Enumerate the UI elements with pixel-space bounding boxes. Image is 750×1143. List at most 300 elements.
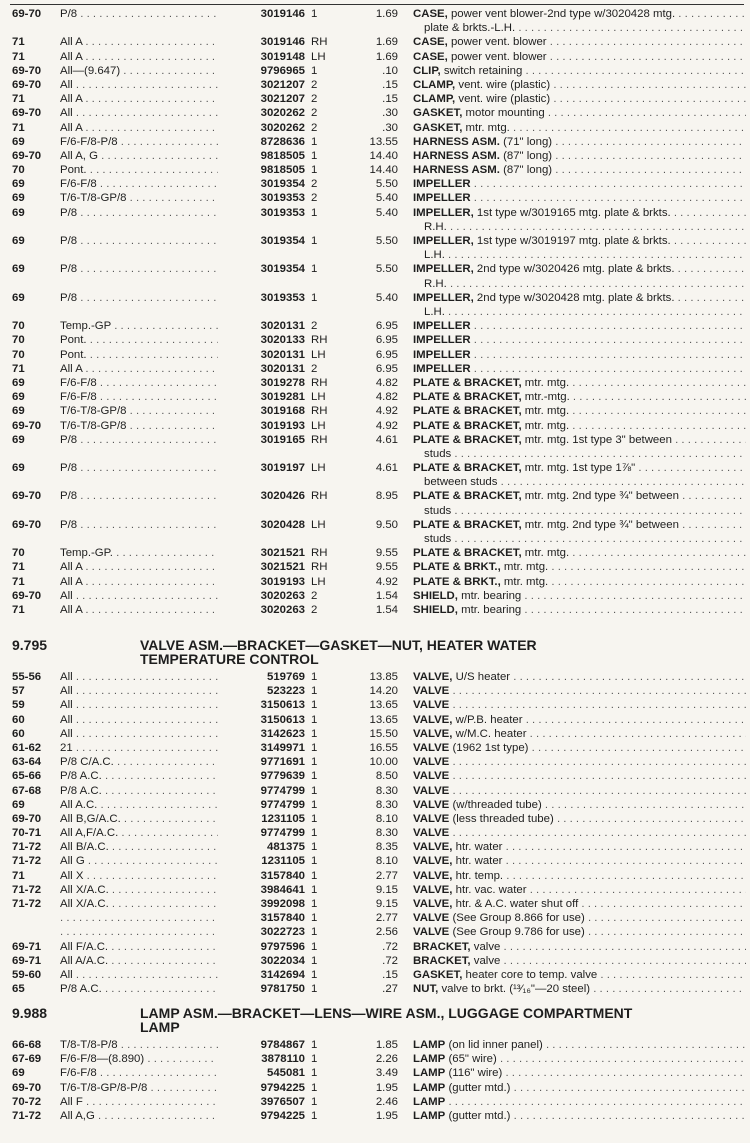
model-applicability: T/6-T/8-GP/8-P/8 . . . <box>60 1081 224 1095</box>
part-description <box>413 883 746 897</box>
price: .15 <box>382 93 398 106</box>
description-line <box>413 106 746 120</box>
part-name: SHIELD, <box>413 604 458 617</box>
price: 16.55 <box>369 741 398 754</box>
year-range: 71-72 <box>12 1109 42 1122</box>
part-name: HARNESS ASM. <box>413 135 500 148</box>
part-name: LAMP <box>413 1081 446 1094</box>
part-name: VALVE <box>413 926 450 939</box>
part-row <box>12 713 746 727</box>
quantity: 1 <box>311 235 318 248</box>
price: .72 <box>382 954 398 967</box>
part-row <box>12 925 746 939</box>
quantity: 1 <box>311 1039 318 1051</box>
model-applicability: All A/A.C. . . . <box>60 954 224 968</box>
part-description <box>413 191 746 205</box>
part-row <box>12 727 746 741</box>
description-line <box>413 92 746 106</box>
part-row <box>12 376 746 390</box>
description-line <box>413 404 746 418</box>
part-name: VALVE <box>413 812 450 825</box>
part-detail: mtr. mtg. 1st type 3" between <box>521 433 672 446</box>
part-detail: (See Group 9.786 for use) <box>449 926 585 939</box>
quantity: 1 <box>311 983 318 996</box>
description-continuation: R.H. . . . <box>413 220 746 234</box>
part-number: 3019168 <box>218 404 305 418</box>
part-name: IMPELLER <box>413 362 471 375</box>
part-description <box>413 50 746 64</box>
part-name: VALVE <box>413 827 450 840</box>
part-detail: w/M.C. heater <box>452 727 527 740</box>
part-name: PLATE & BRACKET, <box>413 547 522 560</box>
part-number: 3021207 <box>218 92 305 106</box>
model-applicability: F/6-F/8 . . . <box>60 376 224 390</box>
price: 2.46 <box>375 1095 398 1108</box>
year-range: 69-70 <box>12 812 42 825</box>
part-number: 3992098 <box>218 897 305 911</box>
year-range: 60 <box>12 713 25 726</box>
description-continuation: studs . . . <box>413 447 746 461</box>
part-number: 3019354 <box>218 177 305 191</box>
price: 5.40 <box>375 192 398 205</box>
description-line <box>413 419 746 433</box>
part-name: VALVE <box>413 798 450 811</box>
model-applicability: All A, G . . . <box>60 149 224 163</box>
part-description <box>413 362 746 376</box>
part-description <box>413 812 746 826</box>
part-row <box>12 291 746 319</box>
year-range: 69 <box>12 798 25 811</box>
model-applicability: T/6-T/8-GP/8 . . . <box>60 404 224 418</box>
part-detail: (gutter mtd.) <box>445 1109 511 1122</box>
part-detail: htr. temp. <box>452 869 504 882</box>
part-number: 3019197 <box>218 461 305 475</box>
quantity: LH <box>311 50 326 63</box>
quantity: LH <box>311 462 326 475</box>
description-line <box>413 234 746 248</box>
description-line <box>413 489 746 503</box>
price: 1.85 <box>375 1039 398 1051</box>
part-row <box>12 35 746 49</box>
price: 14.40 <box>369 149 398 162</box>
part-description <box>413 333 746 347</box>
year-range: 55-56 <box>12 671 42 683</box>
quantity: 1 <box>311 812 318 825</box>
group-header-9988 <box>12 1006 746 1036</box>
description-line <box>413 812 746 826</box>
part-row <box>12 560 746 574</box>
part-name: VALVE, <box>413 855 453 868</box>
description-line <box>413 727 746 741</box>
part-row <box>12 390 746 404</box>
part-description <box>413 698 746 712</box>
model-applicability: T/8-T/8-P/8 . . . <box>60 1038 224 1052</box>
price: 9.15 <box>375 883 398 896</box>
part-name: IMPELLER, <box>413 291 474 304</box>
part-detail: (gutter mtd.) <box>445 1081 511 1094</box>
part-number: 3019281 <box>218 390 305 404</box>
part-detail: (w/threaded tube) <box>449 798 542 811</box>
part-number: 3020133 <box>218 333 305 347</box>
group-title: LAMP ASM.—BRACKET—LENS—WIRE ASM., LUGGAGE COMPARTMENT LAMP <box>140 1005 633 1035</box>
model-applicability: F/6-F/8-P/8 . . . <box>60 135 224 149</box>
year-range: 71 <box>12 561 25 574</box>
model-applicability: All A . . . <box>60 50 224 64</box>
description-line <box>413 461 746 475</box>
price: 10.00 <box>369 756 398 769</box>
parts-list-9988 <box>12 1038 746 1123</box>
model-applicability: F/6-F/8 . . . <box>60 1066 224 1080</box>
quantity: 1 <box>311 926 318 939</box>
description-line <box>413 50 746 64</box>
quantity: 2 <box>311 192 318 205</box>
price: 5.50 <box>375 235 398 248</box>
quantity: RH <box>311 36 328 49</box>
part-name: IMPELLER, <box>413 206 474 219</box>
description-line <box>413 433 746 447</box>
year-range: 69 <box>12 291 25 304</box>
part-row <box>12 362 746 376</box>
part-row <box>12 603 746 617</box>
part-row <box>12 191 746 205</box>
part-row <box>12 319 746 333</box>
description-line <box>413 362 746 376</box>
model-applicability: All A . . . <box>60 121 224 135</box>
year-range: 71 <box>12 604 25 617</box>
part-detail: (less threaded tube) <box>449 812 554 825</box>
description-line <box>413 191 746 205</box>
price: 9.55 <box>375 547 398 560</box>
part-detail: (87" long) <box>499 164 553 177</box>
year-range: 69-70 <box>12 107 42 120</box>
part-row <box>12 121 746 135</box>
part-detail: switch retaining <box>440 64 523 77</box>
model-applicability: All A.C. . . . <box>60 798 224 812</box>
part-row <box>12 234 746 262</box>
price: 9.15 <box>375 898 398 910</box>
model-applicability: F/6-F/8 . . . <box>60 177 224 191</box>
part-number: 3022034 <box>218 954 305 968</box>
part-detail: power vent blower-2nd type w/3020428 mtg. <box>447 8 676 20</box>
part-name: IMPELLER <box>413 334 471 347</box>
part-number: 3020428 <box>218 518 305 532</box>
part-detail: (on lid inner panel) <box>445 1039 543 1051</box>
part-number: 3020262 <box>218 106 305 120</box>
part-name: CASE, <box>413 50 448 63</box>
year-range: 67-68 <box>12 784 42 797</box>
year-range: 69 <box>12 235 25 248</box>
description-continuation: L.H. . . . <box>413 248 746 262</box>
price: 1.95 <box>375 1109 398 1122</box>
part-detail: mtr. mtg. <box>521 376 570 389</box>
year-range: 69 <box>12 206 25 219</box>
part-description <box>413 262 746 290</box>
quantity: 1 <box>311 883 318 896</box>
part-row <box>12 769 746 783</box>
description-line <box>413 854 746 868</box>
price: 6.95 <box>375 320 398 333</box>
part-description <box>413 560 746 574</box>
part-row <box>12 589 746 603</box>
year-range: 70 <box>12 547 25 560</box>
part-description <box>413 769 746 783</box>
part-name: IMPELLER <box>413 192 471 205</box>
year-range: 69 <box>12 192 25 205</box>
price: 8.35 <box>375 841 398 854</box>
year-range: 70 <box>12 320 25 333</box>
model-applicability: P/8 C/A.C. . . . <box>60 755 224 769</box>
part-detail: (See Group 8.866 for use) <box>449 912 585 925</box>
price: 8.10 <box>375 812 398 825</box>
model-applicability: P/8 A.C. . . . <box>60 784 224 798</box>
quantity: LH <box>311 391 326 404</box>
part-detail: power vent. blower <box>447 50 547 63</box>
part-detail: mtr. mtg. 2nd type ¾" between <box>521 490 679 503</box>
part-number: 3984641 <box>218 883 305 897</box>
part-description <box>413 64 746 78</box>
model-applicability <box>60 925 224 939</box>
model-applicability: All . . . <box>60 727 224 741</box>
part-name: VALVE <box>413 912 450 925</box>
part-row <box>12 348 746 362</box>
part-description <box>413 755 746 769</box>
part-detail: 2nd type w/3020428 mtg. plate & brkts. <box>473 291 675 304</box>
part-row <box>12 333 746 347</box>
part-description <box>413 376 746 390</box>
model-applicability: P/8 . . . <box>60 291 224 305</box>
model-applicability: All A . . . <box>60 92 224 106</box>
price: 4.92 <box>375 575 398 588</box>
part-name: BRACKET, <box>413 940 471 953</box>
part-number: 9781750 <box>218 982 305 996</box>
part-name: PLATE & BRKT., <box>413 575 501 588</box>
part-number: 3142623 <box>218 727 305 741</box>
quantity: 2 <box>311 178 318 191</box>
part-number: 3020131 <box>218 348 305 362</box>
part-name: BRACKET, <box>413 954 471 967</box>
description-line <box>413 670 746 684</box>
description-line <box>413 968 746 982</box>
part-description <box>413 489 746 517</box>
part-description <box>413 206 746 234</box>
quantity: 1 <box>311 291 318 304</box>
description-line <box>413 64 746 78</box>
part-row <box>12 684 746 698</box>
price: 4.82 <box>375 376 398 389</box>
part-number: 3976507 <box>218 1095 305 1109</box>
year-range: 71 <box>12 50 25 63</box>
part-description <box>413 840 746 854</box>
description-line <box>413 121 746 135</box>
quantity: RH <box>311 405 328 418</box>
part-row <box>12 92 746 106</box>
part-description <box>413 603 746 617</box>
part-number: 9779639 <box>218 769 305 783</box>
part-name: LAMP <box>413 1039 446 1051</box>
part-name: VALVE <box>413 784 450 797</box>
price: 13.65 <box>369 699 398 712</box>
part-name: VALVE, <box>413 713 453 726</box>
model-applicability: All . . . <box>60 713 224 727</box>
quantity: 1 <box>311 206 318 219</box>
part-number: 9797596 <box>218 940 305 954</box>
quantity: RH <box>311 334 328 347</box>
part-detail: (87" long) <box>499 149 553 162</box>
part-row <box>12 50 746 64</box>
part-detail: htr. water <box>452 841 503 854</box>
quantity: 1 <box>311 954 318 967</box>
description-line <box>413 1038 746 1052</box>
year-range: 71 <box>12 362 25 375</box>
year-range: 66-68 <box>12 1039 42 1051</box>
price: 4.61 <box>375 433 398 446</box>
price: 2.77 <box>375 912 398 925</box>
model-applicability: All . . . <box>60 684 224 698</box>
quantity: 2 <box>311 320 318 333</box>
year-range: 71 <box>12 93 25 106</box>
part-description <box>413 670 746 684</box>
part-number: 9774799 <box>218 798 305 812</box>
part-row <box>12 433 746 461</box>
year-range: 69 <box>12 135 25 148</box>
model-applicability: F/6-F/8—(8.890) . . . <box>60 1052 224 1066</box>
part-name: CLAMP, <box>413 78 456 91</box>
part-row <box>12 135 746 149</box>
part-detail: mtr.-mtg. <box>521 391 570 404</box>
price: 13.65 <box>369 713 398 726</box>
year-range: 69-70 <box>12 518 42 531</box>
description-line <box>413 897 746 911</box>
part-description <box>413 589 746 603</box>
description-line <box>413 135 746 149</box>
quantity: 1 <box>311 798 318 811</box>
quantity: 2 <box>311 589 318 602</box>
part-name: IMPELLER, <box>413 235 474 248</box>
quantity: 1 <box>311 827 318 840</box>
model-applicability: All A . . . <box>60 560 224 574</box>
part-description <box>413 968 746 982</box>
quantity: LH <box>311 518 326 531</box>
quantity: 1 <box>311 784 318 797</box>
part-description <box>413 954 746 968</box>
year-range: 69 <box>12 391 25 404</box>
description-line <box>413 1095 746 1109</box>
price: 5.40 <box>375 206 398 219</box>
model-applicability: All F . . . <box>60 1095 224 1109</box>
model-applicability: All A,G . . . <box>60 1109 224 1123</box>
part-row <box>12 812 746 826</box>
part-name: PLATE & BRACKET, <box>413 518 522 531</box>
part-description <box>413 940 746 954</box>
part-description <box>413 826 746 840</box>
part-number: 3878110 <box>218 1052 305 1066</box>
part-name: VALVE, <box>413 671 453 683</box>
model-applicability: P/8 A.C. . . . <box>60 982 224 996</box>
description-line <box>413 575 746 589</box>
part-number: 3019146 <box>218 35 305 49</box>
price: 2.77 <box>375 869 398 882</box>
part-row <box>12 911 746 925</box>
quantity: 2 <box>311 362 318 375</box>
part-name: LAMP <box>413 1067 446 1080</box>
model-applicability: P/8 . . . <box>60 433 224 447</box>
part-number: 3022723 <box>218 925 305 939</box>
year-range: 69 <box>12 376 25 389</box>
part-number: 3019148 <box>218 50 305 64</box>
description-line <box>413 1081 746 1095</box>
part-name: LAMP <box>413 1109 446 1122</box>
model-applicability: Temp.-GP. . . . <box>60 546 224 560</box>
model-applicability: P/8 A.C. . . . <box>60 769 224 783</box>
part-name: VALVE <box>413 741 450 754</box>
part-number: 519769 <box>218 670 305 684</box>
quantity: LH <box>311 348 326 361</box>
model-applicability: Pont. . . . <box>60 163 224 177</box>
quantity: 1 <box>311 1053 318 1066</box>
description-line <box>413 177 746 191</box>
part-name: PLATE & BRACKET, <box>413 419 522 432</box>
part-description <box>413 784 746 798</box>
part-description <box>413 177 746 191</box>
price: 8.30 <box>375 798 398 811</box>
part-name: VALVE <box>413 770 450 783</box>
part-number: 1231105 <box>218 812 305 826</box>
quantity: RH <box>311 490 328 503</box>
description-continuation: R.H. . . . <box>413 277 746 291</box>
part-row <box>12 1052 746 1066</box>
model-applicability: All . . . <box>60 968 224 982</box>
part-description <box>413 291 746 319</box>
part-name: VALVE <box>413 685 450 698</box>
year-range: 69-70 <box>12 64 42 77</box>
price: .15 <box>382 78 398 91</box>
price: 8.30 <box>375 784 398 797</box>
description-line <box>413 826 746 840</box>
part-number: 3019354 <box>218 234 305 248</box>
description-line <box>413 698 746 712</box>
part-description <box>413 925 746 939</box>
quantity: 1 <box>311 968 318 981</box>
description-line <box>413 603 746 617</box>
model-applicability: All . . . <box>60 698 224 712</box>
model-applicability: All X/A.C. . . . <box>60 897 224 911</box>
price: 1.69 <box>375 50 398 63</box>
part-detail: mtr. mtg. <box>521 419 570 432</box>
quantity: 1 <box>311 713 318 726</box>
part-detail: (65" wire) <box>445 1053 497 1066</box>
model-applicability: All A,F/A.C. . . . <box>60 826 224 840</box>
part-number: 9774799 <box>218 826 305 840</box>
description-line <box>413 1109 746 1123</box>
quantity: 1 <box>311 741 318 754</box>
part-name: PLATE & BRKT., <box>413 561 501 574</box>
description-line <box>413 35 746 49</box>
part-row <box>12 1066 746 1080</box>
part-row <box>12 404 746 418</box>
model-applicability: P/8 . . . <box>60 234 224 248</box>
part-description <box>413 518 746 546</box>
description-continuation: plate & brkts.-L.H. . . . <box>413 21 746 35</box>
part-detail: mtr. mtg. <box>500 575 549 588</box>
year-range: 69-70 <box>12 419 42 432</box>
part-name: SHIELD, <box>413 589 458 602</box>
year-range: 70 <box>12 348 25 361</box>
part-name: IMPELLER <box>413 320 471 333</box>
year-range: 70 <box>12 164 25 177</box>
price: .30 <box>382 121 398 134</box>
description-line <box>413 589 746 603</box>
part-name: VALVE <box>413 699 450 712</box>
